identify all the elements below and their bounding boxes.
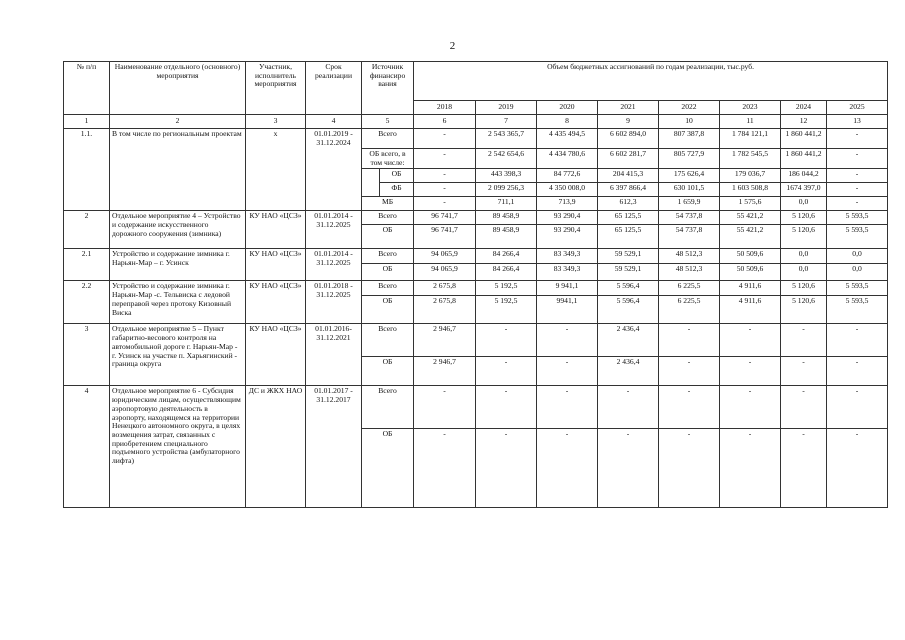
value-cell: 2 946,7 <box>414 324 476 357</box>
table-row <box>64 249 888 264</box>
value-cell: 84 772,6 <box>537 169 598 183</box>
header-row <box>64 62 888 101</box>
value-cell: 5 593,5 <box>827 211 888 225</box>
value-cell: 630 101,5 <box>659 183 720 197</box>
value-cell: - <box>720 429 781 508</box>
row-participant: КУ НАО «ЦСЗ» <box>246 249 306 281</box>
value-cell: 1 603 508,8 <box>720 183 781 197</box>
row-source: ОБ <box>362 225 414 249</box>
row-name: Отдельное мероприятие 4 – Устройство и содержание искусственного дорожного сооружения (зимника) <box>110 211 246 249</box>
row-source: ОБ <box>362 357 414 386</box>
value-cell: 48 512,3 <box>659 264 720 281</box>
value-cell: 54 737,8 <box>659 211 720 225</box>
value-cell: - <box>476 386 537 429</box>
value-cell: - <box>414 429 476 508</box>
value-cell: - <box>414 197 476 211</box>
value-cell: 0,0 <box>781 249 827 264</box>
value-cell: - <box>537 357 598 386</box>
index-cell: 5 <box>362 115 414 129</box>
value-cell: 2 675,8 <box>414 296 476 324</box>
row-name: Отдельное мероприятие 5 – Пункт габаритно-весового контроля на автомобильной дороге г. Нарьян-Мар - г. Усинск на участке п. Харьягинский - граница округа <box>110 324 246 386</box>
value-cell: 443 398,3 <box>476 169 537 183</box>
value-cell: - <box>476 324 537 357</box>
value-cell: 6 225,5 <box>659 281 720 296</box>
row-source: Всего <box>362 281 414 296</box>
value-cell: 4 434 780,6 <box>537 149 598 169</box>
value-cell: 50 509,6 <box>720 249 781 264</box>
value-cell: 4 435 494,5 <box>537 129 598 149</box>
row-term: 01.01.2017 - 31.12.2017 <box>306 386 362 508</box>
row-source: ОБ <box>380 169 414 183</box>
header-name: Наименование отдельного (основного) мероприятия <box>110 62 246 115</box>
row-source: Всего <box>362 129 414 149</box>
year-cell: 2021 <box>598 101 659 115</box>
row-source: Всего <box>362 211 414 225</box>
header-term: Срок реализации <box>306 62 362 115</box>
value-cell: 1 659,9 <box>659 197 720 211</box>
index-cell: 4 <box>306 115 362 129</box>
index-cell: 6 <box>414 115 476 129</box>
value-cell: - <box>720 386 781 429</box>
year-cell: 2019 <box>476 101 537 115</box>
value-cell: 5 596,4 <box>598 296 659 324</box>
value-cell: 65 125,5 <box>598 211 659 225</box>
value-cell: 55 421,2 <box>720 211 781 225</box>
value-cell: - <box>659 386 720 429</box>
table-row <box>64 386 888 429</box>
header-num: № п/п <box>64 62 110 115</box>
value-cell: - <box>781 357 827 386</box>
value-cell: - <box>720 357 781 386</box>
value-cell: 6 602 281,7 <box>598 149 659 169</box>
value-cell: - <box>537 429 598 508</box>
value-cell: 5 192,5 <box>476 296 537 324</box>
row-name: Отдельное мероприятие 6 - Субсидия юридическим лицам, осуществляющим аэропортовую деятельность в аэропорту, находящемся на территории Ненецкого автономного округа, в целях возмещения затрат, связанных с приобретением специального подъемного устройства (амбулаторного лифта) <box>110 386 246 508</box>
row-term: 01.01.2014 - 31.12.2025 <box>306 211 362 249</box>
value-cell: 5 192,5 <box>476 281 537 296</box>
value-cell: 96 741,7 <box>414 211 476 225</box>
index-cell: 3 <box>246 115 306 129</box>
row-num: 2.1 <box>64 249 110 281</box>
value-cell: 5 120,6 <box>781 296 827 324</box>
value-cell: - <box>827 129 888 149</box>
value-cell: 2 543 365,7 <box>476 129 537 149</box>
row-term: 01.01.2018 - 31.12.2025 <box>306 281 362 324</box>
value-cell: - <box>414 183 476 197</box>
value-cell: 93 290,4 <box>537 225 598 249</box>
row-source: ОБ <box>362 264 414 281</box>
table-row <box>64 281 888 296</box>
value-cell: - <box>659 324 720 357</box>
row-source: ОБ <box>362 429 414 508</box>
index-cell: 9 <box>598 115 659 129</box>
value-cell: - <box>476 429 537 508</box>
value-cell: 0,0 <box>781 264 827 281</box>
value-cell: 0,0 <box>827 249 888 264</box>
index-cell: 12 <box>781 115 827 129</box>
value-cell: - <box>781 429 827 508</box>
value-cell: 4 911,6 <box>720 296 781 324</box>
value-cell: - <box>598 386 659 429</box>
value-cell: 83 349,3 <box>537 249 598 264</box>
value-cell: 5 596,4 <box>598 281 659 296</box>
row-num: 2 <box>64 211 110 249</box>
value-cell: 9941,1 <box>537 296 598 324</box>
value-cell: 5 593,5 <box>827 281 888 296</box>
row-name: Устройство и содержание зимника г. Нарьян-Мар -с. Тельвиска с ледовой переправой через протоку Кизовный Виска <box>110 281 246 324</box>
value-cell: 5 120,6 <box>781 281 827 296</box>
index-cell: 2 <box>110 115 246 129</box>
value-cell: - <box>827 183 888 197</box>
value-cell: 84 266,4 <box>476 249 537 264</box>
value-cell: 2 099 256,3 <box>476 183 537 197</box>
value-cell: - <box>827 169 888 183</box>
value-cell: 5 120,6 <box>781 211 827 225</box>
row-name: В том числе по региональным проектам <box>110 129 246 211</box>
value-cell: 5 593,5 <box>827 296 888 324</box>
value-cell: 96 741,7 <box>414 225 476 249</box>
value-cell: 805 727,9 <box>659 149 720 169</box>
index-cell: 1 <box>64 115 110 129</box>
value-cell: 84 266,4 <box>476 264 537 281</box>
value-cell: 186 044,2 <box>781 169 827 183</box>
value-cell: - <box>659 429 720 508</box>
value-cell: 55 421,2 <box>720 225 781 249</box>
value-cell: - <box>720 324 781 357</box>
value-cell: 6 602 894,0 <box>598 129 659 149</box>
row-source: Всего <box>362 386 414 429</box>
value-cell: 89 458,9 <box>476 211 537 225</box>
header-participant: Участник, исполнитель мероприятия <box>246 62 306 115</box>
value-cell: - <box>827 429 888 508</box>
value-cell: - <box>827 324 888 357</box>
table-row <box>64 129 888 149</box>
value-cell: 65 125,5 <box>598 225 659 249</box>
value-cell: - <box>414 386 476 429</box>
year-cell: 2022 <box>659 101 720 115</box>
value-cell: 612,3 <box>598 197 659 211</box>
index-row <box>64 115 888 129</box>
row-term: 01.01.2014 - 31.12.2025 <box>306 249 362 281</box>
value-cell: 1 575,6 <box>720 197 781 211</box>
value-cell: 89 458,9 <box>476 225 537 249</box>
row-source: МБ <box>362 197 414 211</box>
row-participant: х <box>246 129 306 211</box>
value-cell: - <box>827 386 888 429</box>
row-term: 01.01.2016- 31.12.2021 <box>306 324 362 386</box>
value-cell: 94 065,9 <box>414 264 476 281</box>
value-cell: 6 397 866,4 <box>598 183 659 197</box>
row-num: 3 <box>64 324 110 386</box>
value-cell: 2 436,4 <box>598 324 659 357</box>
value-cell: 5 593,5 <box>827 225 888 249</box>
value-cell: 9 941,1 <box>537 281 598 296</box>
index-cell: 11 <box>720 115 781 129</box>
value-cell: - <box>659 357 720 386</box>
row-source: ОБ всего, в том числе: <box>362 149 414 169</box>
value-cell: 179 036,7 <box>720 169 781 183</box>
index-cell: 8 <box>537 115 598 129</box>
table-row <box>64 324 888 357</box>
value-cell: 1 782 545,5 <box>720 149 781 169</box>
row-num: 4 <box>64 386 110 508</box>
value-cell: 54 737,8 <box>659 225 720 249</box>
year-cell: 2023 <box>720 101 781 115</box>
value-cell: 2 436,4 <box>598 357 659 386</box>
value-cell: - <box>414 149 476 169</box>
value-cell: 713,9 <box>537 197 598 211</box>
row-participant: КУ НАО «ЦСЗ» <box>246 281 306 324</box>
year-cell: 2018 <box>414 101 476 115</box>
value-cell: 807 387,8 <box>659 129 720 149</box>
year-cell: 2024 <box>781 101 827 115</box>
year-cell: 2025 <box>827 101 888 115</box>
year-cell: 2020 <box>537 101 598 115</box>
value-cell: - <box>781 386 827 429</box>
value-cell: 6 225,5 <box>659 296 720 324</box>
row-participant: КУ НАО «ЦСЗ» <box>246 211 306 249</box>
row-source: Всего <box>362 249 414 264</box>
row-num: 2.2 <box>64 281 110 324</box>
value-cell: - <box>827 357 888 386</box>
value-cell: - <box>537 324 598 357</box>
row-source: ФБ <box>380 183 414 197</box>
row-participant: ДС и ЖКХ НАО <box>246 386 306 508</box>
value-cell: 2 542 654,6 <box>476 149 537 169</box>
table-row <box>64 211 888 225</box>
row-term: 01.01.2019 - 31.12.2024 <box>306 129 362 211</box>
value-cell: 83 349,3 <box>537 264 598 281</box>
header-source: Источник финансиро вания <box>362 62 414 115</box>
value-cell: - <box>476 357 537 386</box>
value-cell: 59 529,1 <box>598 264 659 281</box>
value-cell: 711,1 <box>476 197 537 211</box>
value-cell: 175 626,4 <box>659 169 720 183</box>
value-cell: 4 911,6 <box>720 281 781 296</box>
value-cell: - <box>827 197 888 211</box>
value-cell: - <box>537 386 598 429</box>
value-cell: 48 512,3 <box>659 249 720 264</box>
value-cell: 5 120,6 <box>781 225 827 249</box>
value-cell: 59 529,1 <box>598 249 659 264</box>
value-cell: 2 946,7 <box>414 357 476 386</box>
index-cell: 7 <box>476 115 537 129</box>
value-cell: 1 860 441,2 <box>781 149 827 169</box>
index-cell: 13 <box>827 115 888 129</box>
value-cell: 0,0 <box>827 264 888 281</box>
row-name: Устройство и содержание зимника г. Нарьян-Мар – г. Усинск <box>110 249 246 281</box>
value-cell: 1 784 121,1 <box>720 129 781 149</box>
value-cell: - <box>827 149 888 169</box>
row-source: Всего <box>362 324 414 357</box>
value-cell: 204 415,3 <box>598 169 659 183</box>
value-cell: 1 860 441,2 <box>781 129 827 149</box>
value-cell: 94 065,9 <box>414 249 476 264</box>
budget-table <box>63 61 888 508</box>
value-cell: - <box>414 169 476 183</box>
value-cell: - <box>781 324 827 357</box>
page-number: 2 <box>449 40 456 52</box>
row-source: ОБ <box>362 296 414 324</box>
value-cell: 50 509,6 <box>720 264 781 281</box>
value-cell: - <box>598 429 659 508</box>
value-cell: - <box>414 129 476 149</box>
header-volume: Объем бюджетных ассигнований по годам реализации, тыс.руб. <box>414 62 888 101</box>
row-num: 1.1. <box>64 129 110 211</box>
indent-cell <box>362 169 380 197</box>
value-cell: 2 675,8 <box>414 281 476 296</box>
value-cell: 0,0 <box>781 197 827 211</box>
value-cell: 93 290,4 <box>537 211 598 225</box>
value-cell: 4 350 008,0 <box>537 183 598 197</box>
index-cell: 10 <box>659 115 720 129</box>
row-participant: КУ НАО «ЦСЗ» <box>246 324 306 386</box>
value-cell: 1674 397,0 <box>781 183 827 197</box>
